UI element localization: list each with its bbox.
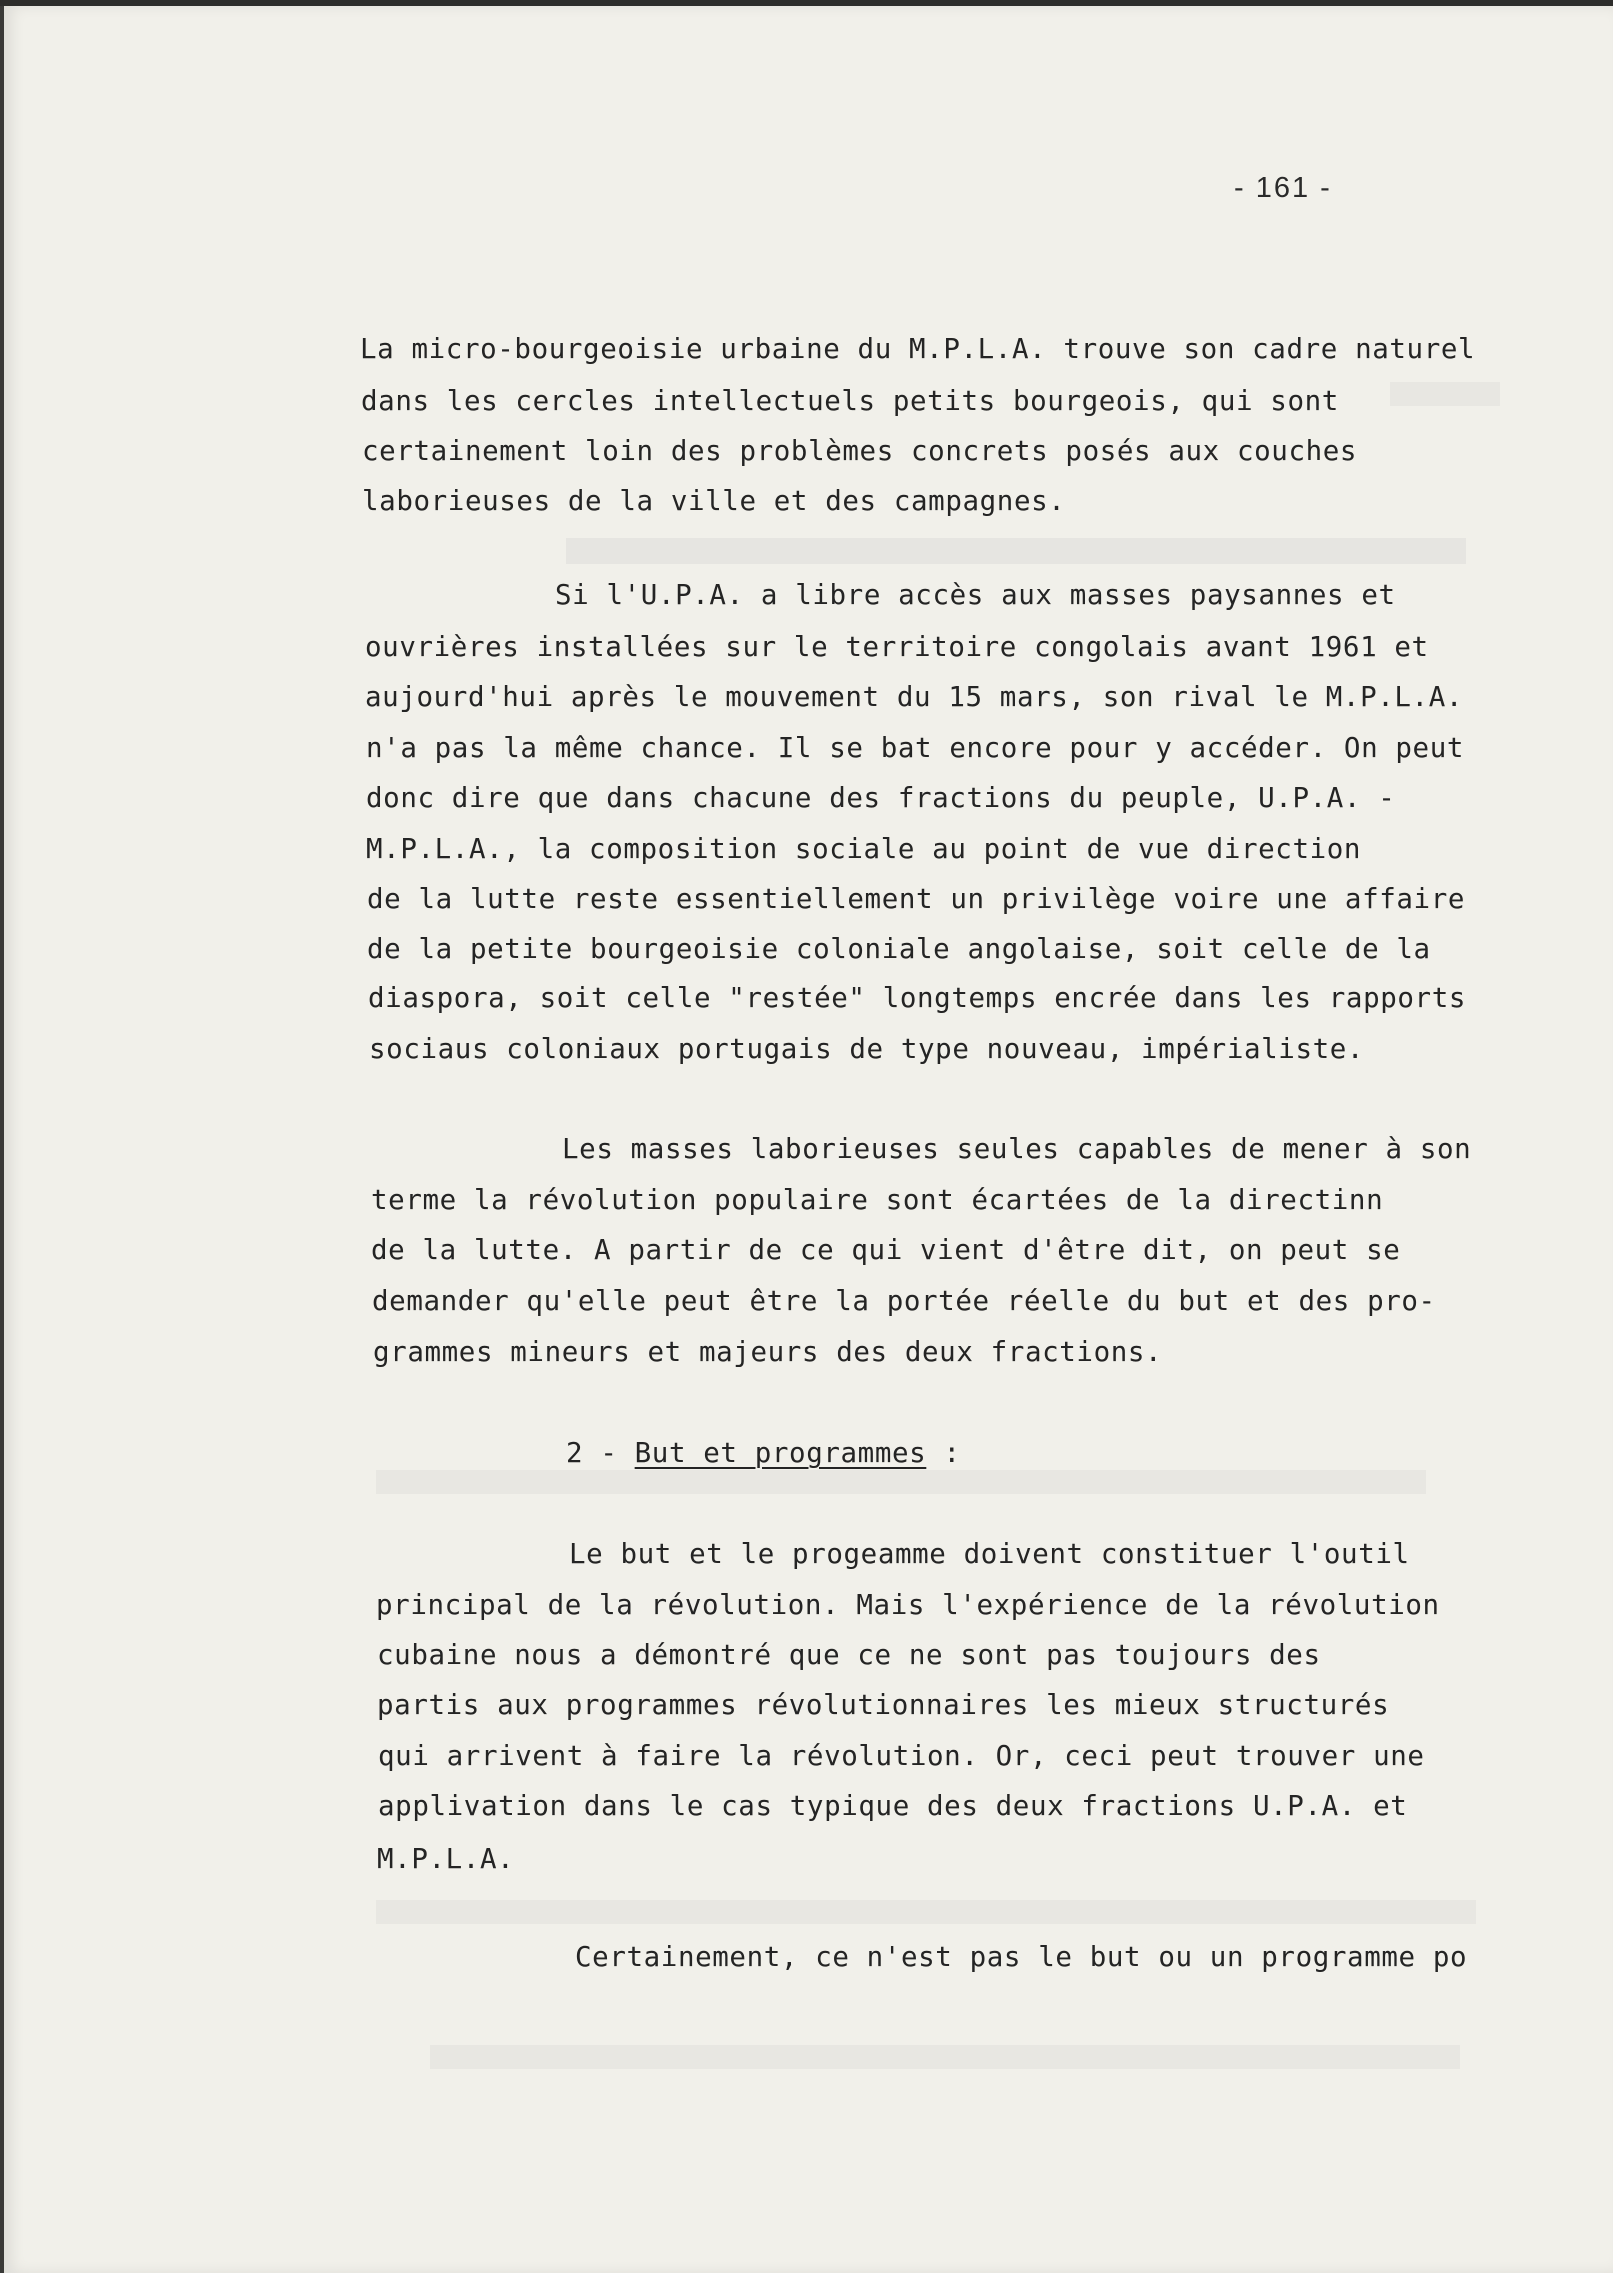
text-line: M.P.L.A., la composition sociale au point de vue direction [366, 833, 1362, 865]
text-line: Certainement, ce n'est pas le but ou un programme po [575, 1941, 1468, 1973]
text-line: n'a pas la même chance. Il se bat encore pour y accéder. On peut [366, 732, 1465, 764]
text-line: diaspora, soit celle "restée" longtemps encrée dans les rapports [368, 982, 1467, 1014]
text-line: de la lutte. A partir de ce qui vient d'être dit, on peut se [371, 1234, 1401, 1266]
text-line: Le but et le progeamme doivent constituer l'outil [569, 1538, 1410, 1570]
text-line: La micro-bourgeoisie urbaine du M.P.L.A. trouve son cadre naturel [360, 333, 1476, 365]
text-line: sociaus coloniaux portugais de type nouveau, impérialiste. [369, 1033, 1365, 1065]
text-line: grammes mineurs et majeurs des deux fractions. [373, 1336, 1163, 1368]
page-number: - 161 - [1234, 172, 1332, 204]
text-line: laborieuses de la ville et des campagnes. [362, 485, 1066, 517]
text-line: M.P.L.A. [377, 1843, 515, 1875]
text-line: terme la révolution populaire sont écartées de la directinn [371, 1184, 1384, 1216]
section-heading [566, 1437, 961, 1469]
text-line: demander qu'elle peut être la portée réelle du but et des pro- [372, 1285, 1436, 1317]
text-line: dans les cercles intellectuels petits bourgeois, qui sont [361, 385, 1339, 417]
text-line: donc dire que dans chacune des fractions du peuple, U.P.A. - [366, 782, 1396, 814]
text-line: Si l'U.P.A. a libre accès aux masses paysannes et [555, 579, 1396, 611]
text-line: ouvrières installées sur le territoire congolais avant 1961 et [365, 631, 1429, 663]
text-line: applivation dans le cas typique des deux fractions U.P.A. et [378, 1790, 1408, 1822]
section-suffix: : [926, 1437, 961, 1469]
text-line: certainement loin des problèmes concrets posés aux couches [362, 435, 1358, 467]
text-line: cubaine nous a démontré que ce ne sont pas toujours des [377, 1639, 1321, 1671]
text-line: de la lutte reste essentiellement un privilège voire une affaire [367, 883, 1466, 915]
text-line: Les masses laborieuses seules capables de mener à son [562, 1133, 1472, 1165]
text-line: partis aux programmes révolutionnaires les mieux structurés [377, 1689, 1390, 1721]
text-line: aujourd'hui après le mouvement du 15 mars, son rival le M.P.L.A. [365, 681, 1464, 713]
text-line: principal de la révolution. Mais l'expérience de la révolution [376, 1589, 1440, 1621]
text-line: qui arrivent à faire la révolution. Or, ceci peut trouver une [378, 1740, 1425, 1772]
section-number: 2 - [566, 1437, 635, 1469]
text-line: de la petite bourgeoisie coloniale angolaise, soit celle de la [367, 933, 1431, 965]
section-title: But et programmes [634, 1437, 927, 1469]
